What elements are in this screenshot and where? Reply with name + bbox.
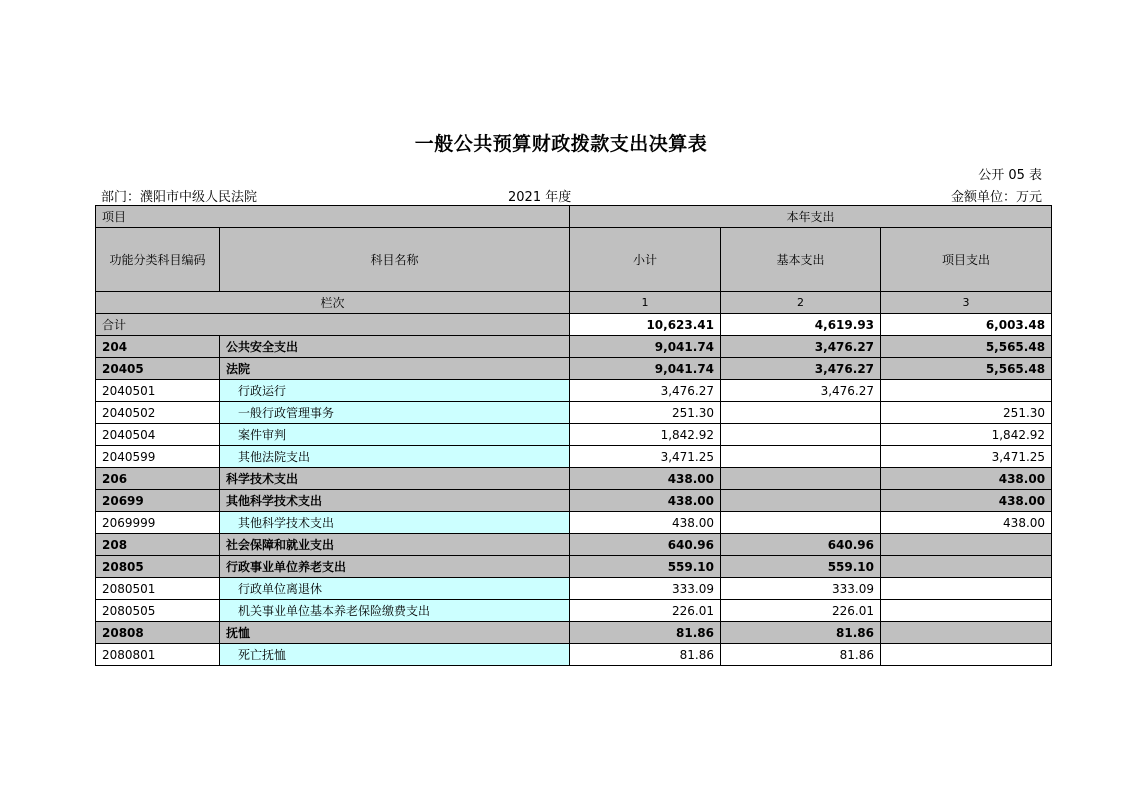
name-cell: 社会保障和就业支出	[220, 534, 570, 556]
code-cell: 2069999	[96, 512, 220, 534]
basic-cell: 3,476.27	[721, 380, 881, 402]
subtotal-cell: 640.96	[570, 534, 721, 556]
code-cell: 2040502	[96, 402, 220, 424]
subtotal-cell: 1,842.92	[570, 424, 721, 446]
name-cell: 机关事业单位基本养老保险缴费支出	[220, 600, 570, 622]
name-cell: 案件审判	[220, 424, 570, 446]
name-cell: 行政运行	[220, 380, 570, 402]
table-row	[96, 534, 1052, 556]
subtotal-cell: 9,041.74	[570, 336, 721, 358]
header-current-year: 本年支出	[570, 206, 1052, 228]
subtotal-cell: 559.10	[570, 556, 721, 578]
header-basic: 基本支出	[721, 228, 881, 292]
project-cell	[881, 644, 1052, 666]
basic-cell: 3,476.27	[721, 336, 881, 358]
name-cell: 行政事业单位养老支出	[220, 556, 570, 578]
subtotal-cell: 251.30	[570, 402, 721, 424]
project-cell: 5,565.48	[881, 336, 1052, 358]
project-cell: 438.00	[881, 468, 1052, 490]
name-cell: 法院	[220, 358, 570, 380]
table-row	[96, 424, 1052, 446]
name-cell: 一般行政管理事务	[220, 402, 570, 424]
basic-cell: 640.96	[721, 534, 881, 556]
header-col2: 2	[721, 292, 881, 314]
project-cell	[881, 534, 1052, 556]
header-col3: 3	[881, 292, 1052, 314]
subtotal-cell: 81.86	[570, 622, 721, 644]
total-row	[96, 314, 1052, 336]
table-row	[96, 336, 1052, 358]
header-subtotal: 小计	[570, 228, 721, 292]
code-cell: 208	[96, 534, 220, 556]
basic-cell: 226.01	[721, 600, 881, 622]
subtotal-cell: 438.00	[570, 468, 721, 490]
subtotal-cell: 438.00	[570, 490, 721, 512]
table-row	[96, 380, 1052, 402]
basic-cell	[721, 468, 881, 490]
project-cell	[881, 556, 1052, 578]
subtotal-cell: 333.09	[570, 578, 721, 600]
code-cell: 2040599	[96, 446, 220, 468]
header-col1: 1	[570, 292, 721, 314]
header-row-columns	[96, 228, 1052, 292]
basic-cell	[721, 446, 881, 468]
table-row	[96, 600, 1052, 622]
subtotal-cell: 3,476.27	[570, 380, 721, 402]
department-label: 部门：濮阳市中级人民法院	[101, 190, 258, 205]
project-cell: 438.00	[881, 490, 1052, 512]
basic-cell: 559.10	[721, 556, 881, 578]
project-cell: 251.30	[881, 402, 1052, 424]
basic-cell	[721, 490, 881, 512]
subtotal-cell: 81.86	[570, 644, 721, 666]
code-cell: 2080505	[96, 600, 220, 622]
total-label: 合计	[96, 314, 570, 336]
name-cell: 行政单位离退休	[220, 578, 570, 600]
project-cell	[881, 600, 1052, 622]
subtotal-cell: 9,041.74	[570, 358, 721, 380]
table-row	[96, 512, 1052, 534]
project-cell	[881, 380, 1052, 402]
table-row	[96, 622, 1052, 644]
code-cell: 2040504	[96, 424, 220, 446]
total-basic: 4,619.93	[721, 314, 881, 336]
code-cell: 2080801	[96, 644, 220, 666]
table-row	[96, 468, 1052, 490]
name-cell: 抚恤	[220, 622, 570, 644]
header-row-top	[96, 206, 1052, 228]
basic-cell: 81.86	[721, 644, 881, 666]
amount-unit: 金额单位：万元	[950, 190, 1042, 205]
header-code: 功能分类科目编码	[96, 228, 220, 292]
header-name: 科目名称	[220, 228, 570, 292]
table-row	[96, 578, 1052, 600]
total-subtotal: 10,623.41	[570, 314, 721, 336]
subtotal-cell: 226.01	[570, 600, 721, 622]
name-cell: 其他法院支出	[220, 446, 570, 468]
code-cell: 2040501	[96, 380, 220, 402]
form-number: 公开 05 表	[978, 168, 1042, 183]
subtotal-cell: 3,471.25	[570, 446, 721, 468]
table-row	[96, 358, 1052, 380]
name-cell: 公共安全支出	[220, 336, 570, 358]
name-cell: 死亡抚恤	[220, 644, 570, 666]
project-cell: 438.00	[881, 512, 1052, 534]
name-cell: 其他科学技术支出	[220, 512, 570, 534]
project-cell	[881, 622, 1052, 644]
fiscal-year: 2021 年度	[508, 190, 572, 205]
header-project: 项目支出	[881, 228, 1052, 292]
table-row	[96, 490, 1052, 512]
name-cell: 科学技术支出	[220, 468, 570, 490]
code-cell: 20699	[96, 490, 220, 512]
page-title: 一般公共预算财政拨款支出决算表	[414, 133, 708, 155]
budget-table	[95, 205, 1052, 666]
header-item: 项目	[96, 206, 570, 228]
header-row-column-numbers	[96, 292, 1052, 314]
basic-cell: 3,476.27	[721, 358, 881, 380]
table-row	[96, 446, 1052, 468]
table-row	[96, 556, 1052, 578]
code-cell: 204	[96, 336, 220, 358]
basic-cell: 81.86	[721, 622, 881, 644]
header-column-no: 栏次	[96, 292, 570, 314]
basic-cell	[721, 402, 881, 424]
project-cell: 5,565.48	[881, 358, 1052, 380]
code-cell: 20405	[96, 358, 220, 380]
project-cell: 3,471.25	[881, 446, 1052, 468]
code-cell: 20808	[96, 622, 220, 644]
code-cell: 20805	[96, 556, 220, 578]
basic-cell: 333.09	[721, 578, 881, 600]
name-cell: 其他科学技术支出	[220, 490, 570, 512]
table-row	[96, 402, 1052, 424]
subtotal-cell: 438.00	[570, 512, 721, 534]
table-row	[96, 644, 1052, 666]
basic-cell	[721, 424, 881, 446]
code-cell: 2080501	[96, 578, 220, 600]
basic-cell	[721, 512, 881, 534]
project-cell	[881, 578, 1052, 600]
total-project: 6,003.48	[881, 314, 1052, 336]
project-cell: 1,842.92	[881, 424, 1052, 446]
code-cell: 206	[96, 468, 220, 490]
